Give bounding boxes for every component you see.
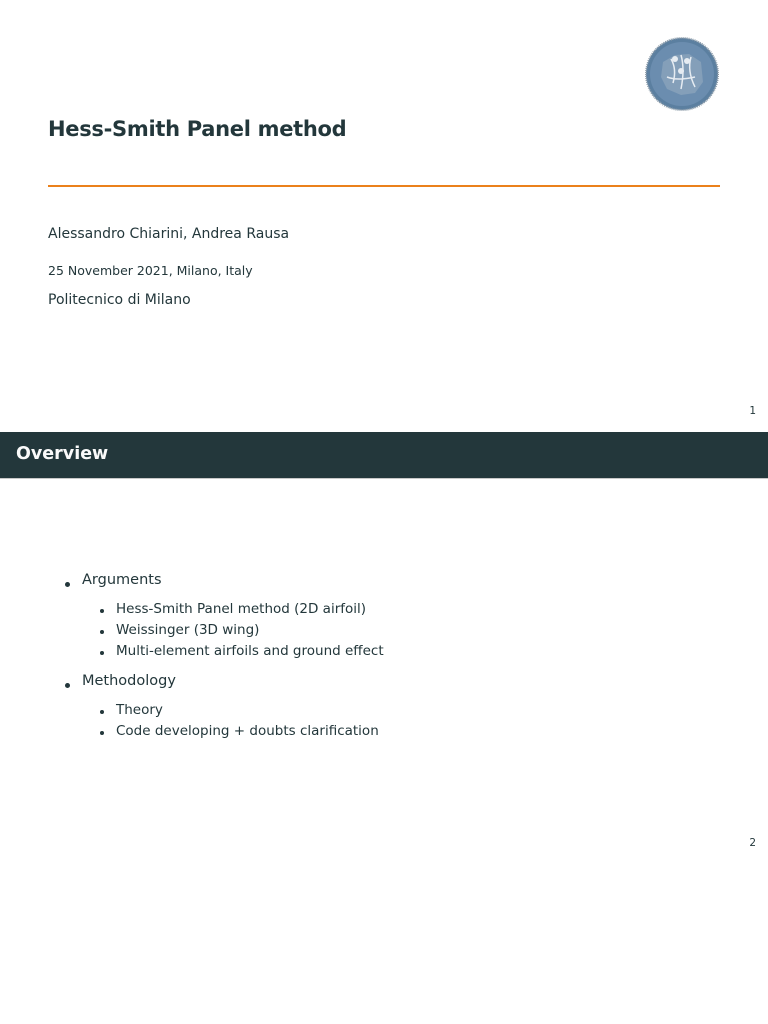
page-number: 1 (749, 405, 756, 417)
title-slide (0, 0, 768, 432)
presentation-title: Hess-Smith Panel method (48, 117, 347, 141)
slide-header (0, 432, 768, 479)
overview-slide (0, 432, 768, 864)
bullet-icon (100, 710, 104, 714)
date: 25 November 2021, Milano, Italy (48, 263, 253, 278)
list-item: Theory (116, 702, 163, 718)
list-item: Multi-element airfoils and ground effect (116, 643, 384, 659)
bullet-icon (100, 651, 104, 655)
list-item: Methodology (82, 673, 176, 689)
slide-title: Overview (16, 444, 109, 464)
list-item: Weissinger (3D wing) (116, 622, 260, 638)
bullet-icon (100, 630, 104, 634)
list-item: Hess-Smith Panel method (2D airfoil) (116, 601, 367, 617)
bullet-icon (100, 731, 104, 735)
bullet-icon (65, 683, 70, 688)
bullet-icon (100, 609, 104, 613)
list-item: Arguments (82, 572, 162, 588)
authors: Alessandro Chiarini, Andrea Rausa (48, 226, 290, 242)
title-divider (48, 185, 720, 187)
page-number: 2 (749, 837, 756, 849)
bullet-icon (65, 582, 70, 587)
institute: Politecnico di Milano (48, 292, 191, 308)
university-seal-logo (645, 37, 719, 111)
list-item: Code developing + doubts clarification (116, 723, 379, 739)
